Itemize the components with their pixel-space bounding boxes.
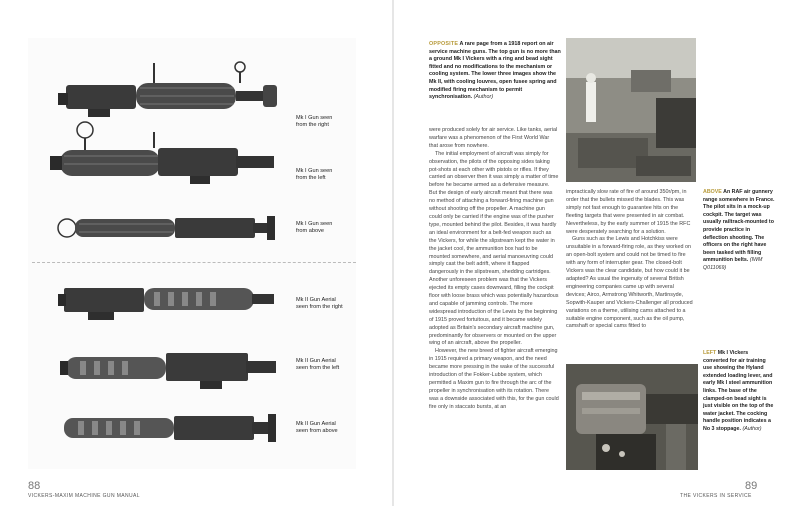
caption-bold-text: An RAF air gunnery range somewhere in France. The pilot sits in a mock-up cockpit. The target was usually railtrack-mounted to provide practice in deflection shooting. The officers on the right have been tasked with filling ammunition belts. xyxy=(703,189,775,264)
gun-image-mk2-right xyxy=(58,278,283,323)
gun-caption-4 xyxy=(296,297,366,311)
paragraph: The initial employment of aircraft was simply for observation, the pilots of the opposing sides taking pot-shots at each other with pistols or rifles. If they carried an observer then it was simply a matter of time before he became armed as a defensive measure. But the design of early aircraft meant that there was no method of attaching a forward-firing machine gun without shooting off the propeller. A machine gun could only be carried if the engine was of the pusher type, mounted behind the pilot. Besides, it was hardly an ideal environment for a belt-fed weapon such as the Vickers, for while the slipstream kept the water in the jacket cool, the ammunition box had to be mounted somewhere, and aerial manoeuvring could simply cast the belt adrift, where it flapped dangerously in the slipstream, shedding cartridges. Another unforeseen problem was that the Vickers ejected its empty cases downward, filling the cockpit floor with loose brass which was potentially hazardous and capable of jamming controls. The more widespread introduction of the Lewis by the beginning of 1915 proved fortuitous, and it became widely adopted as Britain's secondary aircraft machine gun, predominantly for observers or mounted on the upper wing of an aircraft, above the propeller. xyxy=(429,150,559,347)
paragraph: However, the new breed of fighter aircraft emerging in 1915 required a primary weapon, and the need became more pressing in the wake of the successful introduction of the Fokker-Lubbe system, which permitted a Maxim gun to fire through the arc of the propeller in synchronisation with its rotation. There was a downside associated with this, for the gun could fire only in staccato bursts, at an xyxy=(429,348,559,410)
gun-caption-6 xyxy=(296,421,366,435)
caption-line: seen from the right xyxy=(296,304,343,310)
caption-bold-text: Mk I Vickers converted for air training use showing the Hyland extended loading lever, and early Mk I steel ammunition links. The base of the clamped-on bead sight is just visible on the top of the water jacket. The cocking handle position indicates a No 3 stoppage. xyxy=(703,350,774,432)
running-head-left: VICKERS-MAXIM MACHINE GUN MANUAL xyxy=(28,493,140,499)
caption-credit: (Author) xyxy=(740,425,762,432)
gun-caption-3 xyxy=(296,221,366,235)
page-number-right: 89 xyxy=(745,480,758,492)
caption-line: Mk I Gun seen xyxy=(296,168,333,174)
body-column-1 xyxy=(429,127,559,412)
caption-keyword: OPPOSITE xyxy=(429,41,459,47)
gun-image-mk1-left xyxy=(50,118,285,193)
caption-text: A rare page from a 1918 report on air service machine guns. The top gun is no more than a ground xyxy=(429,41,561,63)
gun-caption-2 xyxy=(296,168,366,182)
plate-divider xyxy=(32,262,356,263)
running-head-right: THE VICKERS IN SERVICE xyxy=(680,493,752,499)
caption-bold-text: Mk I Vickers with a ring and bead sight fitted and no modifications to the mechanism or cooling system. The lower three images show the Mk II, with cooling louvres, open fusee spring and modified firing mechanism to permit synchronisation. xyxy=(429,56,557,101)
caption-keyword: ABOVE xyxy=(703,189,722,195)
paragraph: Guns such as the Lewis and Hotchkiss were unsuitable in a forward-firing role, as they worked on an open-bolt system and could not be timed to fire with any form of interrupter gear. The closed-bolt Vickers was the clear candidate, but how could it be adapted? As usual the ingenuity of several British engineering companies came up with several devices; Airco, Armstrong Whitworth, Martinsyde, Sopwith-Kauper and Vickers-Challenger all produced variations on a theme, utilising cams attached to a suitable engine component, such as the oil pump, camshaft or special cams fitted to xyxy=(566,236,693,330)
body-column-2 xyxy=(566,189,694,331)
caption-line: Mk I Gun seen xyxy=(296,115,333,121)
paragraph: were produced solely for air service. Like tanks, aerial warfare was a phenomenon of the First World War that arose from nowhere. xyxy=(429,127,558,149)
paragraph: impractically slow rate of fire of around 350r/pm, in order that the bullets missed the blades. This was simply not fast enough to guarantee hits on the fleeting targets that were presented in air combat. Nevertheless, by the early summer of 1915 the RFC were desperately searching for a solution. xyxy=(566,189,691,235)
caption-line: seen from above xyxy=(296,428,338,434)
opposite-caption xyxy=(429,41,564,102)
gun-image-mk1-above xyxy=(55,208,285,248)
gun-image-mk2-left xyxy=(60,345,285,390)
gun-caption-1 xyxy=(296,115,366,129)
photo-gunnery-range xyxy=(566,38,696,182)
photo-mk1-air-training xyxy=(566,364,698,470)
caption-line: seen from the left xyxy=(296,365,340,371)
page-gutter xyxy=(392,0,394,506)
gun-caption-5 xyxy=(296,358,366,372)
caption-keyword: LEFT xyxy=(703,350,717,356)
caption-line: Mk II Gun Aerial xyxy=(296,358,336,364)
caption-line: Mk II Gun Aerial xyxy=(296,297,336,303)
caption-line: Mk I Gun seen xyxy=(296,221,333,227)
caption-credit: (IWM Q011069) xyxy=(703,257,763,271)
page-number-left: 88 xyxy=(28,480,41,492)
caption-line: from the left xyxy=(296,175,326,181)
caption-credit: (Author) xyxy=(472,94,494,101)
above-caption xyxy=(703,189,775,273)
caption-line: from above xyxy=(296,228,324,234)
left-caption xyxy=(703,350,775,434)
gun-image-mk2-above xyxy=(60,408,285,448)
caption-line: from the right xyxy=(296,122,329,128)
caption-line: Mk II Gun Aerial xyxy=(296,421,336,427)
